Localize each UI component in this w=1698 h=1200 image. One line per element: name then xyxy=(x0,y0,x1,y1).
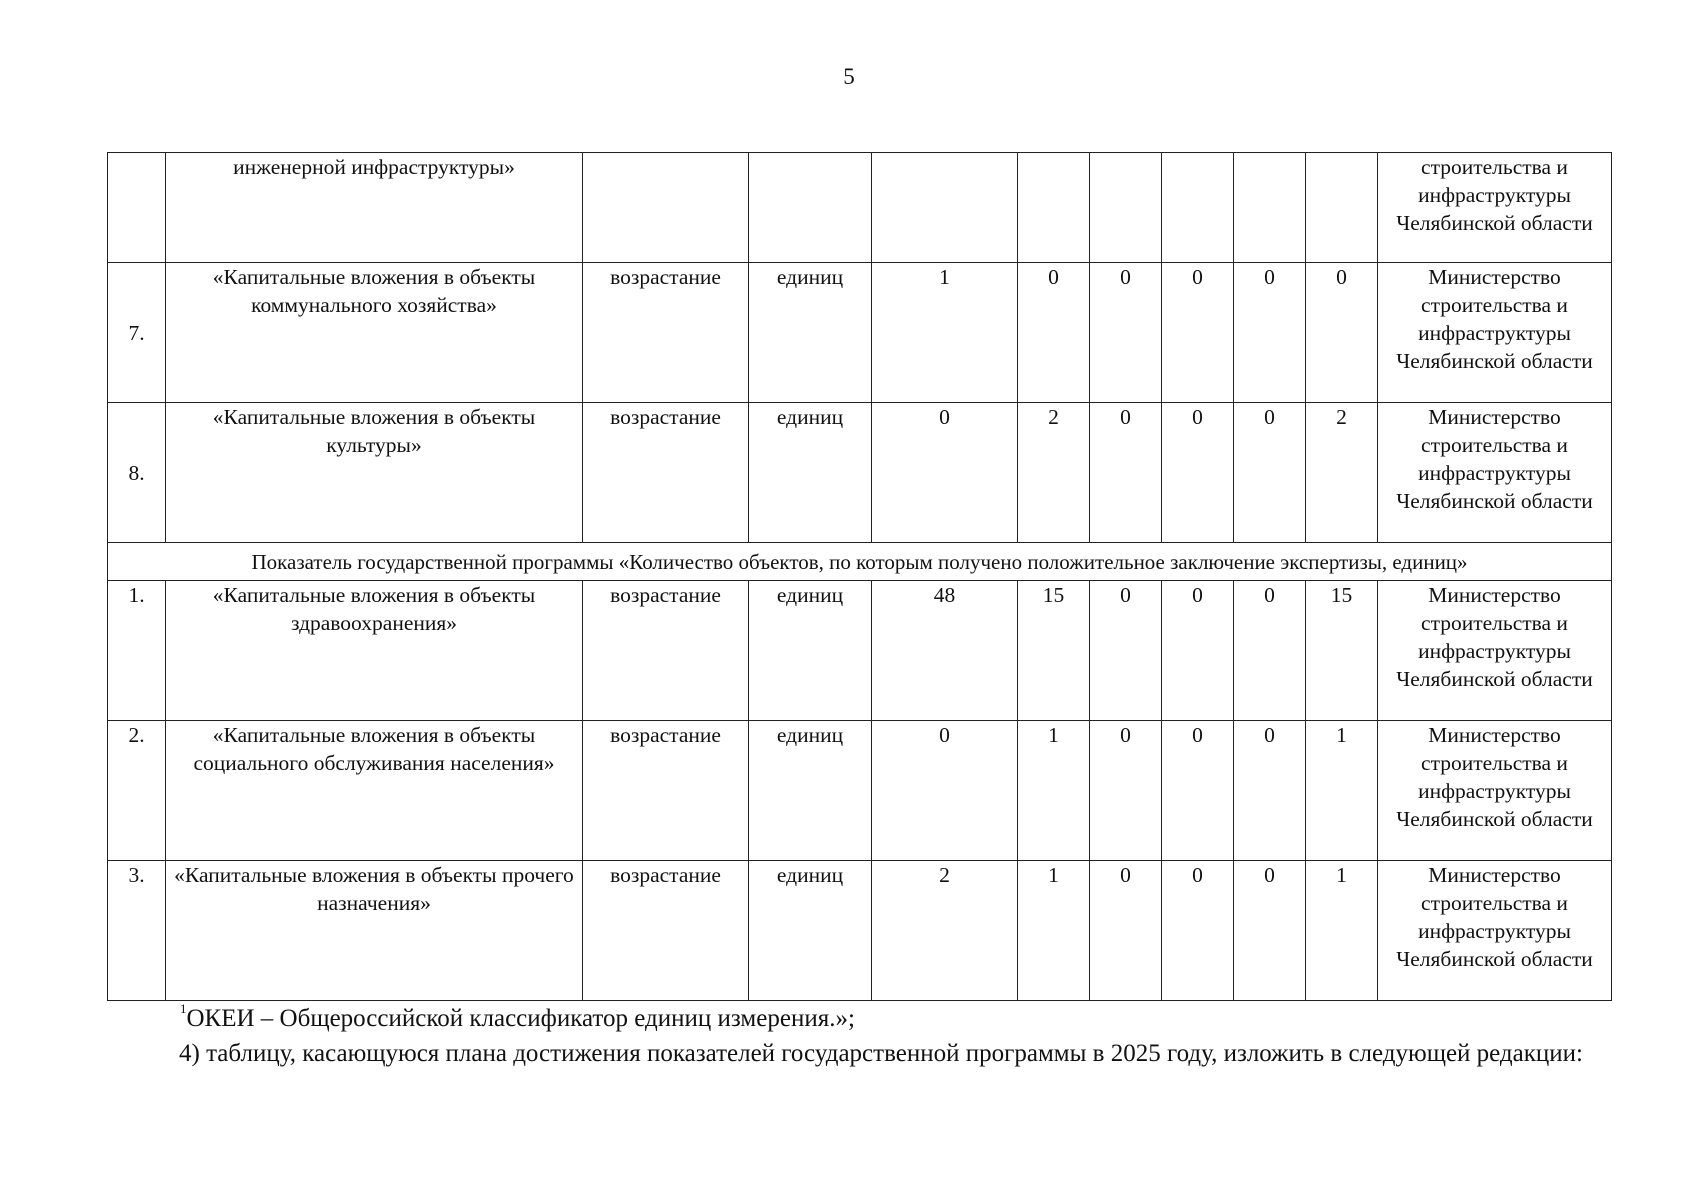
value-cell: 0 xyxy=(1162,403,1234,543)
value-cell: 0 xyxy=(1162,861,1234,1001)
value-cell: 0 xyxy=(1234,263,1306,403)
row-number-cell xyxy=(108,153,166,263)
value-cell xyxy=(1018,153,1090,263)
footnote xyxy=(180,1001,855,1033)
indicator-name-cell: «Капитальные вложения в объекты социального обслуживания населения» xyxy=(166,721,583,861)
value-cell: 0 xyxy=(1162,581,1234,721)
value-cell: 0 xyxy=(1090,581,1162,721)
value-cell: 0 xyxy=(1234,581,1306,721)
value-cell: 0 xyxy=(1090,403,1162,543)
value-cell xyxy=(1162,153,1234,263)
value-cell: 0 xyxy=(1162,721,1234,861)
value-cell: 1 xyxy=(1306,721,1378,861)
indicator-name-cell: «Капитальные вложения в объекты здравоохранения» xyxy=(166,581,583,721)
page-number: 5 xyxy=(843,64,855,89)
value-cell: 0 xyxy=(872,403,1018,543)
value-cell: 1 xyxy=(872,263,1018,403)
value-cell: 0 xyxy=(1018,263,1090,403)
value-cell: 15 xyxy=(1018,581,1090,721)
value-cell xyxy=(872,153,1018,263)
value-cell xyxy=(1306,153,1378,263)
section-row xyxy=(108,543,1612,581)
footnote-text: ОКЕИ – Общероссийской классификатор единиц измерения.»; xyxy=(186,1005,855,1032)
responsible-cell: Министерство строительства и инфраструктуры Челябинской области xyxy=(1378,581,1612,721)
table-row xyxy=(108,263,1612,403)
footnote-marker: 1 xyxy=(180,1001,187,1016)
trend-cell xyxy=(583,153,749,263)
value-cell: 1 xyxy=(1018,861,1090,1001)
unit-cell: единиц xyxy=(749,721,872,861)
table-row xyxy=(108,861,1612,1001)
responsible-cell: Министерство строительства и инфраструктуры Челябинской области xyxy=(1378,263,1612,403)
value-cell: 0 xyxy=(1090,721,1162,861)
section-title: Показатель государственной программы «Количество объектов, по которым получено положительное заключение экспертизы, единиц» xyxy=(108,543,1612,581)
value-cell xyxy=(1090,153,1162,263)
row-number-cell: 8. xyxy=(108,403,166,543)
row-number-cell: 1. xyxy=(108,581,166,721)
trend-cell: возрастание xyxy=(583,581,749,721)
unit-cell: единиц xyxy=(749,403,872,543)
value-cell: 0 xyxy=(1090,263,1162,403)
table-row xyxy=(108,721,1612,861)
trend-cell: возрастание xyxy=(583,263,749,403)
row-number-cell: 2. xyxy=(108,721,166,861)
value-cell: 0 xyxy=(1234,861,1306,1001)
row-number-cell: 3. xyxy=(108,861,166,1001)
value-cell: 0 xyxy=(1234,721,1306,861)
unit-cell: единиц xyxy=(749,581,872,721)
indicator-name-cell: «Капитальные вложения в объекты культуры» xyxy=(166,403,583,543)
value-cell: 1 xyxy=(1306,861,1378,1001)
value-cell: 0 xyxy=(1234,403,1306,543)
unit-cell xyxy=(749,153,872,263)
value-cell xyxy=(1234,153,1306,263)
value-cell: 0 xyxy=(872,721,1018,861)
value-cell: 0 xyxy=(1090,861,1162,1001)
value-cell: 0 xyxy=(1306,263,1378,403)
value-cell: 15 xyxy=(1306,581,1378,721)
responsible-cell: Министерство строительства и инфраструктуры Челябинской области xyxy=(1378,403,1612,543)
trend-cell: возрастание xyxy=(583,861,749,1001)
row-number-cell: 7. xyxy=(108,263,166,403)
table-row xyxy=(108,581,1612,721)
amendment-paragraph: 4) таблицу, касающуюся плана достижения показателей государственной программы в 2025 году, изложить в следующей редакции: xyxy=(179,1040,1583,1067)
indicator-name-cell: инженерной инфраструктуры» xyxy=(166,153,583,263)
responsible-cell: Министерство строительства и инфраструктуры Челябинской области xyxy=(1378,861,1612,1001)
responsible-cell: Министерство строительства и инфраструктуры Челябинской области xyxy=(1378,721,1612,861)
trend-cell: возрастание xyxy=(583,721,749,861)
trend-cell: возрастание xyxy=(583,403,749,543)
table-row xyxy=(108,153,1612,263)
responsible-cell: строительства и инфраструктуры Челябинской области xyxy=(1378,153,1612,263)
indicator-name-cell: «Капитальные вложения в объекты прочего назначения» xyxy=(166,861,583,1001)
value-cell: 2 xyxy=(1018,403,1090,543)
value-cell: 48 xyxy=(872,581,1018,721)
value-cell: 2 xyxy=(1306,403,1378,543)
indicator-name-cell: «Капитальные вложения в объекты коммунального хозяйства» xyxy=(166,263,583,403)
table-row xyxy=(108,403,1612,543)
indicators-table xyxy=(107,152,1612,1001)
value-cell: 1 xyxy=(1018,721,1090,861)
unit-cell: единиц xyxy=(749,263,872,403)
value-cell: 0 xyxy=(1162,263,1234,403)
unit-cell: единиц xyxy=(749,861,872,1001)
value-cell: 2 xyxy=(872,861,1018,1001)
